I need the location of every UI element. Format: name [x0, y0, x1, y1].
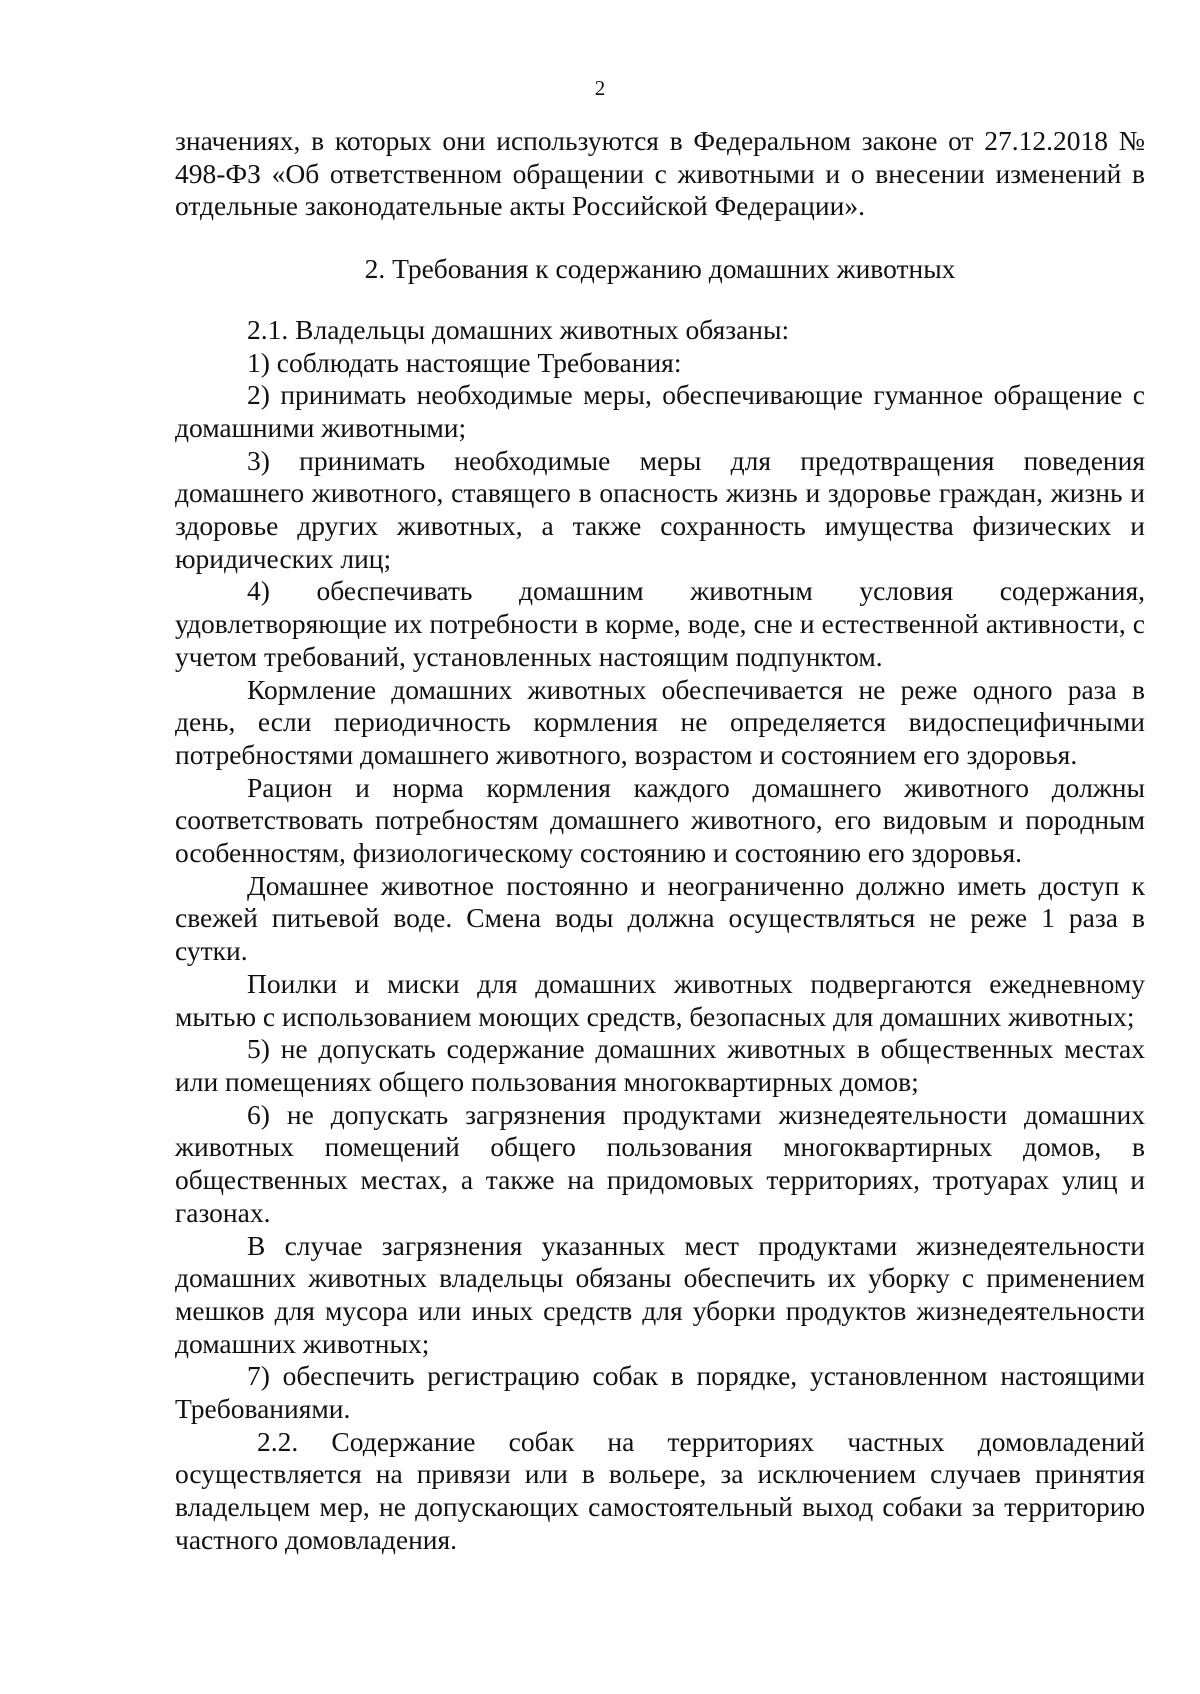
paragraph-item-6: 6) не допускать загрязнения продуктами жизнедеятельности домашних животных помещений общего пользования многоквартирных домов, в общественных местах, а также на придомовых территориях, тротуарах улиц и газонах. [175, 1098, 1145, 1228]
paragraph-item-3: 3) принимать необходимые меры для предотвращения поведения домашнего животного, ставящего в опасность жизнь и здоровье граждан, жизнь и здоровье других животных, а также сохранность имущества физических и юридических лиц; [175, 444, 1145, 574]
paragraph-feeding: Кормление домашних животных обеспечивается не реже одного раза в день, если периодичность кормления не определяется видоспецифичными потребностями домашнего животного, возрастом и состоянием его здоровья. [175, 673, 1145, 770]
paragraph-item-2: 2) принимать необходимые меры, обеспечивающие гуманное обращение с домашними животными; [175, 379, 1145, 443]
paragraph-2-2: 2.2. Содержание собак на территориях частных домовладений осуществляется на привязи или в вольере, за исключением случаев принятия владельцем мер, не допускающих самостоятельный выход собаки за территорию частного домовладения. [175, 1425, 1145, 1555]
paragraph-bowls: Поилки и миски для домашних животных подвергаются ежедневному мытью с использованием моющих средств, безопасных для домашних животных; [175, 967, 1145, 1032]
paragraph-item-5: 5) не допускать содержание домашних животных в общественных местах или помещениях общего пользования многоквартирных домов; [175, 1033, 1145, 1097]
paragraph-item-7: 7) обеспечить регистрацию собак в порядке, установленном настоящими Требованиями. [175, 1360, 1145, 1425]
paragraph-water: Домашнее животное постоянно и неограниченно должно иметь доступ к свежей питьевой воде. Смена воды должна осуществляться не реже 1 раза в сутки. [175, 869, 1145, 967]
paragraph-ration: Рацион и норма кормления каждого домашнего животного должны соответствовать потребностям домашнего животного, его видовым и породным особенностям, физиологическому состоянию и состоянию его здоровья. [175, 771, 1145, 869]
paragraph-item-1: 1) соблюдать настоящие Требования: [247, 346, 682, 378]
paragraph-2-1: 2.1. Владельцы домашних животных обязаны: [247, 313, 790, 345]
section-heading: 2. Требования к содержанию домашних животных [364, 253, 956, 285]
paragraph-cleanup: В случае загрязнения указанных мест продуктами жизнедеятельности домашних животных владельцы обязаны обеспечить их уборку с применением мешков для мусора или иных средств для уборки продуктов жизнедеятельности домашних животных; [175, 1229, 1145, 1359]
page-number: 2 [594, 76, 606, 100]
intro-paragraph: значениях, в которых они используются в Федеральном законе от 27.12.2018 № 498-ФЗ «Об ответственном обращении с животными и о внесении изменений в отдельные законодательные акты Российской Федерации». [175, 125, 1145, 222]
document-body [175, 125, 1145, 1557]
paragraph-item-4: 4) обеспечивать домашним животным условия содержания, удовлетворяющие их потребности в корме, воде, сне и естественной активности, с учетом требований, установленных настоящим подпунктом. [175, 575, 1145, 672]
